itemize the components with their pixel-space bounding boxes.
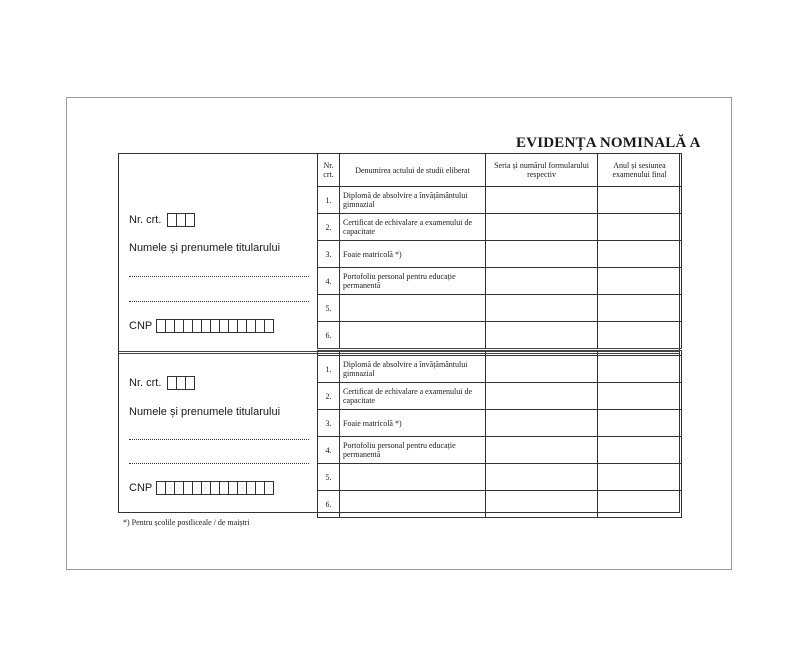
- serial-cell[interactable]: [486, 356, 598, 383]
- year-cell[interactable]: [598, 322, 682, 350]
- year-cell[interactable]: [598, 187, 682, 214]
- name-label: Numele și prenumele titularului: [129, 242, 281, 254]
- serial-cell[interactable]: [486, 187, 598, 214]
- year-cell[interactable]: [598, 214, 682, 241]
- digit-box[interactable]: [185, 376, 195, 390]
- name-line-2[interactable]: [129, 463, 309, 464]
- document-name: Diplomă de absolvire a învățământului gimnazial: [340, 187, 486, 214]
- table-row: [318, 268, 682, 295]
- records-form: [118, 153, 680, 513]
- header-anul: Anul și sesiunea examenului final: [598, 154, 682, 187]
- document-name: Certificat de echivalare a examenului de capacitate: [340, 383, 486, 410]
- year-cell[interactable]: [598, 410, 682, 437]
- row-number: 2.: [318, 214, 340, 241]
- document-name: Diplomă de absolvire a învățământului gimnazial: [340, 356, 486, 383]
- row-number: 5.: [318, 464, 340, 491]
- serial-cell[interactable]: [486, 322, 598, 350]
- document-name[interactable]: [340, 322, 486, 350]
- nr-crt-label: Nr. crt.: [129, 214, 162, 226]
- year-cell[interactable]: [598, 268, 682, 295]
- cnp-label: CNP: [129, 320, 153, 332]
- row-number: 5.: [318, 295, 340, 322]
- row-number: 3.: [318, 241, 340, 268]
- row-number: 4.: [318, 437, 340, 464]
- serial-cell[interactable]: [486, 464, 598, 491]
- cnp-boxes[interactable]: [157, 481, 274, 495]
- person-panel-2: [119, 355, 317, 512]
- name-label: Numele și prenumele titularului: [129, 406, 281, 418]
- page-title: EVIDENȚA NOMINALĂ A: [516, 135, 701, 151]
- document-name[interactable]: [340, 491, 486, 518]
- table-row: [318, 241, 682, 268]
- year-cell[interactable]: [598, 383, 682, 410]
- year-cell[interactable]: [598, 295, 682, 322]
- person-panel-1: [119, 154, 317, 351]
- nr-crt-boxes[interactable]: [168, 376, 195, 390]
- document-name: Portofoliu personal pentru educație permanentă: [340, 268, 486, 295]
- table-row: [318, 464, 682, 491]
- document-name: Foaie matricolă *): [340, 241, 486, 268]
- document-name: Certificat de echivalare a examenului de capacitate: [340, 214, 486, 241]
- year-cell[interactable]: [598, 241, 682, 268]
- table-row: [318, 295, 682, 322]
- footnote: *) Pentru școlile postliceale / de maiștri: [123, 518, 250, 527]
- digit-box[interactable]: [264, 319, 274, 333]
- table-row: [318, 214, 682, 241]
- serial-cell[interactable]: [486, 410, 598, 437]
- table-row: [318, 187, 682, 214]
- cnp-boxes[interactable]: [157, 319, 274, 333]
- name-line-1[interactable]: [129, 276, 309, 277]
- serial-cell[interactable]: [486, 383, 598, 410]
- name-line-1[interactable]: [129, 439, 309, 440]
- records-table: [317, 153, 682, 518]
- table-row: [318, 356, 682, 383]
- serial-cell[interactable]: [486, 437, 598, 464]
- row-number: 3.: [318, 410, 340, 437]
- row-number: 6.: [318, 322, 340, 350]
- digit-box[interactable]: [185, 213, 195, 227]
- nr-crt-label: Nr. crt.: [129, 377, 162, 389]
- row-number: 2.: [318, 383, 340, 410]
- header-denumirea: Denumirea actului de studii eliberat: [340, 154, 486, 187]
- serial-cell[interactable]: [486, 295, 598, 322]
- table-row: [318, 410, 682, 437]
- digit-box[interactable]: [264, 481, 274, 495]
- document-name[interactable]: [340, 464, 486, 491]
- table-row: [318, 437, 682, 464]
- year-cell[interactable]: [598, 437, 682, 464]
- row-number: 4.: [318, 268, 340, 295]
- row-number: 1.: [318, 356, 340, 383]
- year-cell[interactable]: [598, 464, 682, 491]
- nr-crt-boxes[interactable]: [168, 213, 195, 227]
- serial-cell[interactable]: [486, 491, 598, 518]
- year-cell[interactable]: [598, 491, 682, 518]
- serial-cell[interactable]: [486, 268, 598, 295]
- row-number: 6.: [318, 491, 340, 518]
- table-row: [318, 383, 682, 410]
- table-row: [318, 491, 682, 518]
- year-cell[interactable]: [598, 356, 682, 383]
- name-line-2[interactable]: [129, 301, 309, 302]
- header-nr: Nr. crt.: [318, 154, 340, 187]
- serial-cell[interactable]: [486, 214, 598, 241]
- document-name: Foaie matricolă *): [340, 410, 486, 437]
- header-seria: Seria și numărul formularului respectiv: [486, 154, 598, 187]
- document-name: Portofoliu personal pentru educație permanentă: [340, 437, 486, 464]
- document-name[interactable]: [340, 295, 486, 322]
- table-row: [318, 322, 682, 350]
- serial-cell[interactable]: [486, 241, 598, 268]
- cnp-label: CNP: [129, 482, 153, 494]
- row-number: 1.: [318, 187, 340, 214]
